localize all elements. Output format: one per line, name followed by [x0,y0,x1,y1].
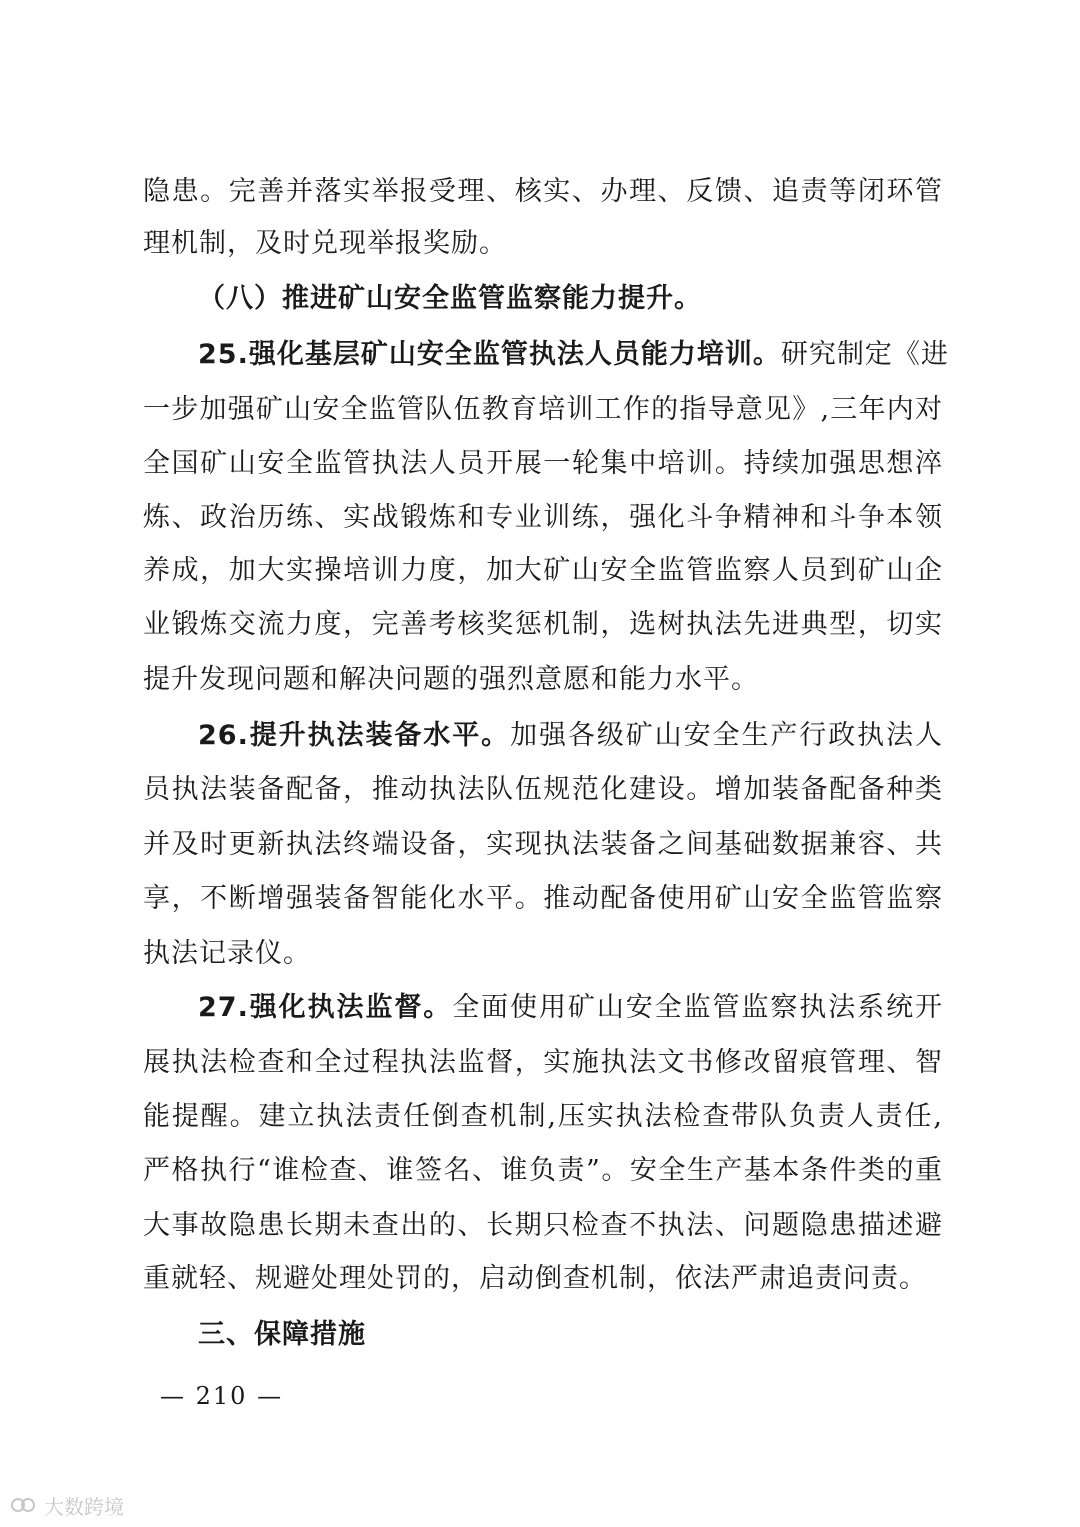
paragraph-line: 员执法装备配备，推动执法队伍规范化建设。增加装备配备种类 [143,774,943,805]
paragraph-line: 并及时更新执法终端设备，实现执法装备之间基础数据兼容、共 [143,829,943,860]
paragraph-line: 炼、政治历练、实战锻炼和专业训练，强化斗争精神和斗争本领 [143,502,943,533]
section-heading: 三、保障措施 [198,1319,366,1350]
paragraph-line: 养成，加大实操培训力度，加大矿山安全监管监察人员到矿山企 [143,555,943,586]
watermark [10,1490,124,1520]
item-27-text: 全面使用矿山安全监管监察执法系统开 [452,992,943,1023]
paragraph-line: 重就轻、规避处理处罚的，启动倒查机制，依法严肃追责问责。 [143,1263,927,1294]
item-25-title: 25.强化基层矿山安全监管执法人员能力培训。 [198,339,781,370]
paragraph-line: 执法记录仪。 [143,938,311,969]
paragraph-line: 享，不断增强装备智能化水平。推动配备使用矿山安全监管监察 [143,883,943,914]
logo-icon [10,1494,38,1516]
item-25-text: 研究制定《进 [780,339,949,370]
paragraph-line: 一步加强矿山安全监管队伍教育培训工作的指导意见》,三年内对 [143,394,943,425]
paragraph-line: 业锻炼交流力度，完善考核奖惩机制，选树执法先进典型，切实 [143,609,943,640]
item-26-text: 加强各级矿山安全生产行政执法人 [510,720,943,751]
paragraph-line: 隐患。完善并落实举报受理、核实、办理、反馈、追责等闭环管 [143,176,943,207]
paragraph-line: 严格执行“谁检查、谁签名、谁负责”。安全生产基本条件类的重 [143,1155,943,1186]
item-27-first-line [198,988,943,1028]
paragraph-line: 全国矿山安全监管执法人员开展一轮集中培训。持续加强思想淬 [143,448,943,479]
paragraph-line: 大事故隐患长期未查出的、长期只检查不执法、问题隐患描述避 [143,1210,943,1241]
paragraph-line: 能提醒。建立执法责任倒查机制,压实执法检查带队负责人责任, [143,1101,943,1132]
item-26-title: 26.提升执法装备水平。 [198,720,511,751]
watermark-text: 大数跨境 [44,1494,124,1519]
item-27-title: 27.强化执法监督。 [198,992,453,1023]
paragraph-line: 理机制，及时兑现举报奖励。 [143,228,507,259]
paragraph-line: 展执法检查和全过程执法监督，实施执法文书修改留痕管理、智 [143,1047,943,1078]
page-number: — 210 — [160,1382,284,1410]
item-26-first-line [198,716,943,756]
paragraph-line: 提升发现问题和解决问题的强烈意愿和能力水平。 [143,664,759,695]
section-heading: （八）推进矿山安全监管监察能力提升。 [198,283,702,314]
item-25-first-line [198,335,949,375]
